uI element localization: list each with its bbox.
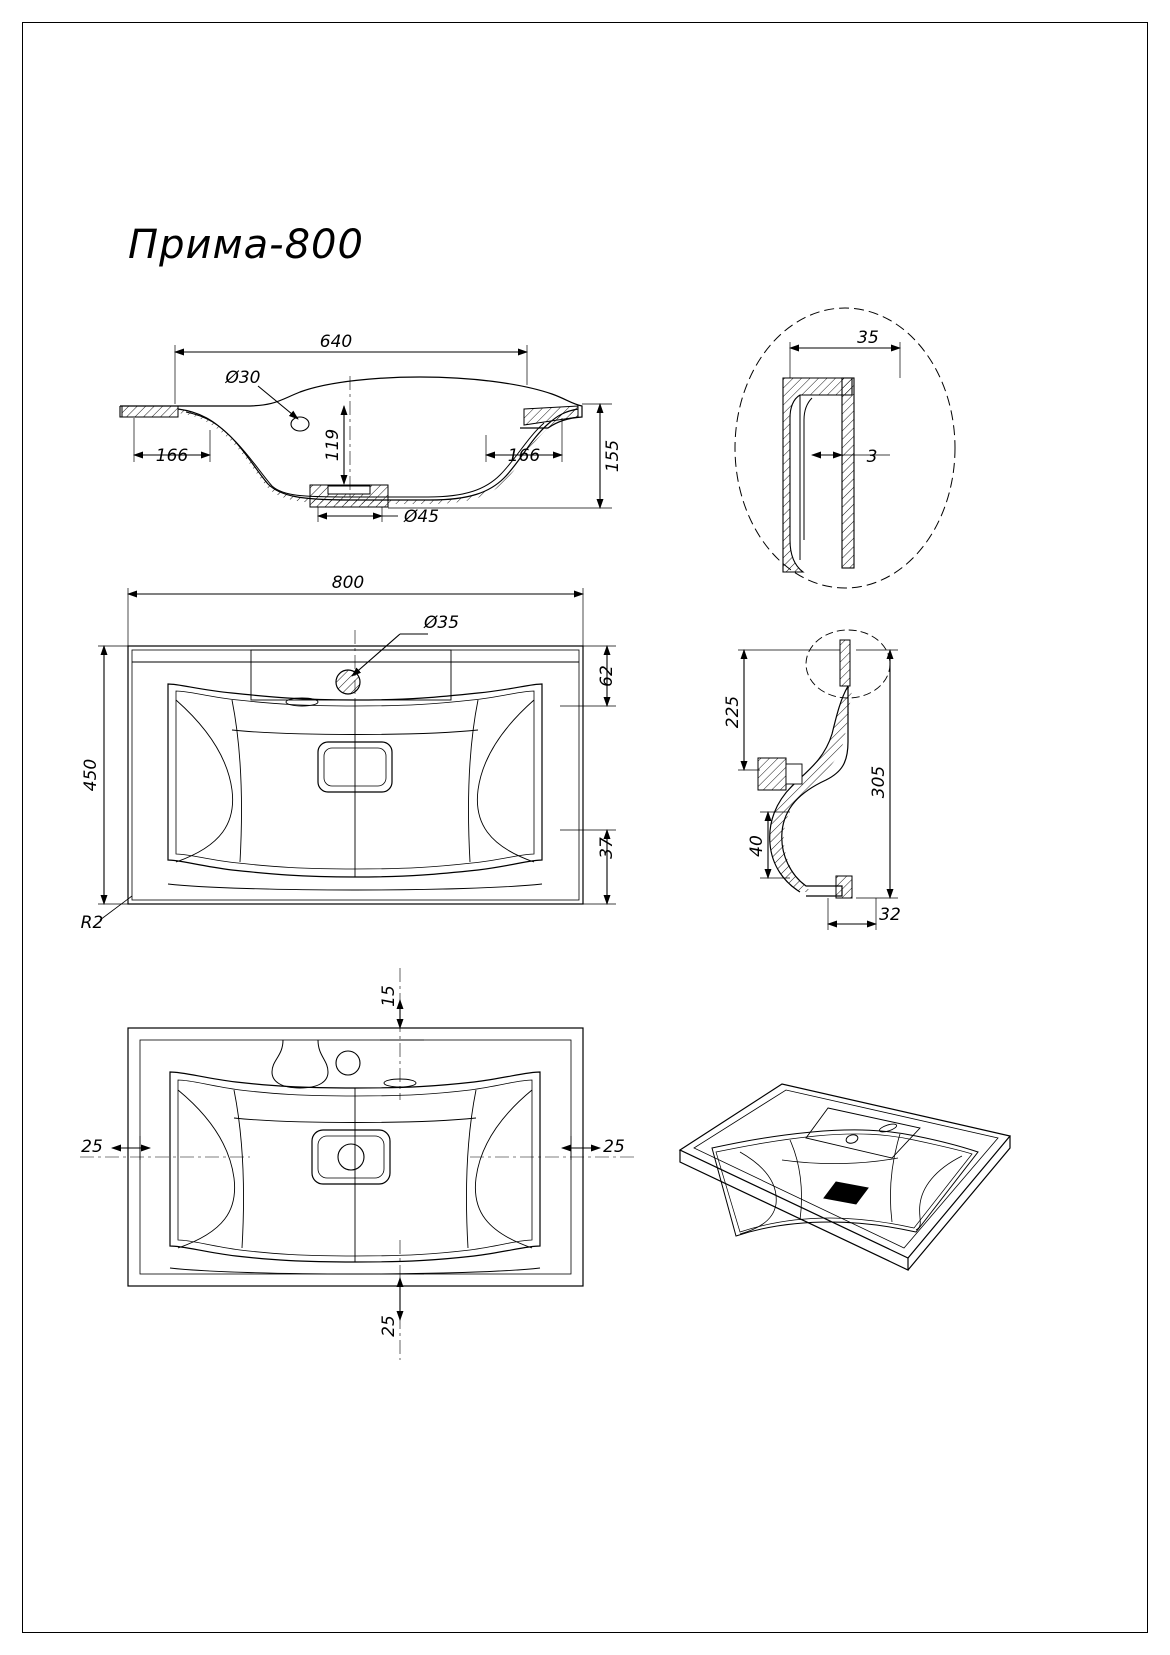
dim-166-right: 166 — [507, 446, 541, 466]
top-view-main — [98, 588, 616, 920]
dim-d30: Ø30 — [225, 368, 261, 388]
dim-166-left: 166 — [155, 446, 189, 466]
bottom-view — [80, 968, 636, 1360]
dim-37: 37 — [597, 837, 617, 859]
dim-40: 40 — [747, 835, 767, 857]
dim-305: 305 — [869, 765, 889, 799]
dim-450: 450 — [81, 758, 101, 792]
front-section-view — [1, 0, 612, 522]
dim-35: 35 — [857, 328, 879, 348]
isometric-view — [680, 1084, 1010, 1270]
detail-circle-top-right — [735, 308, 955, 588]
dim-d35: Ø35 — [424, 613, 460, 633]
dim-25-left: 25 — [81, 1137, 103, 1157]
dim-r2: R2 — [80, 913, 104, 933]
dim-62: 62 — [597, 665, 617, 687]
dim-225: 225 — [723, 695, 743, 729]
dim-640: 640 — [319, 332, 353, 352]
dim-15: 15 — [379, 985, 399, 1007]
dim-d45: Ø45 — [404, 507, 440, 527]
dim-119: 119 — [323, 428, 343, 462]
dim-155: 155 — [603, 439, 623, 473]
page-title: Прима-800 — [128, 222, 364, 268]
dim-32: 32 — [879, 905, 901, 925]
dim-25-right: 25 — [603, 1137, 625, 1157]
dim-25-bottom: 25 — [379, 1315, 399, 1337]
dim-3: 3 — [866, 447, 878, 467]
dim-800: 800 — [331, 573, 365, 593]
